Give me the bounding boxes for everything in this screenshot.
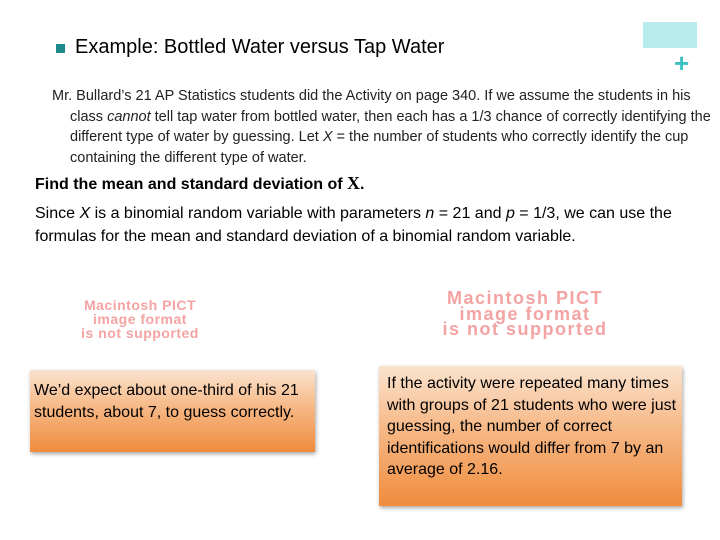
explanation-variable-x: X <box>79 205 91 222</box>
question-end: . <box>360 176 365 193</box>
explanation-text-4: = 1/3, we can use the formulas for the mean and standard deviation of a binomial random variable. <box>35 205 672 245</box>
placeholder-line: Macintosh PICT <box>446 288 603 308</box>
intro-text-3: = the number of students who correctly identify the cup containing the different type of water. <box>70 129 689 166</box>
image-placeholder-left <box>60 298 220 340</box>
intro-text-1: Mr. Bullard’s 21 AP Statistics students did the Activity on page 340. If we assume the students in his class <box>52 88 691 125</box>
question-text: Find the mean and standard deviation of <box>35 176 348 193</box>
slide-title-row <box>56 36 444 59</box>
explanation-variable-p: p <box>505 205 515 222</box>
question-heading <box>35 173 364 194</box>
question-variable: X <box>347 173 361 193</box>
image-placeholder-right <box>394 288 656 339</box>
explanation-variable-n: n <box>425 205 435 222</box>
callout-standard-deviation: If the activity were repeated many times with groups of 21 students who were just guessing, the number of correct identifications would differ from 7 by an average of 2.16. <box>379 366 682 506</box>
bullet-square-icon <box>56 44 65 53</box>
slide-title: Example: Bottled Water versus Tap Water <box>75 36 445 58</box>
placeholder-line: is not supported <box>81 325 199 341</box>
intro-emphasis: cannot <box>107 108 151 125</box>
explanation-text-3: = 21 and <box>434 205 506 222</box>
explanation-text-1: Since <box>35 205 80 222</box>
intro-text-2: tell tap water from bottled water, then each has a 1/3 chance of correctly identifying the different type of water by guessing. Let <box>70 108 711 145</box>
explanation-text-2: is a binomial random variable with parameters <box>90 205 426 222</box>
explanation-paragraph <box>35 202 715 248</box>
placeholder-line: image format <box>459 303 591 324</box>
corner-accent-box <box>643 22 697 48</box>
callout-mean: We’d expect about one-third of his 21 students, about 7, to guess correctly. <box>30 370 315 452</box>
placeholder-line: image format <box>93 311 187 327</box>
intro-variable: X <box>322 129 333 145</box>
plus-icon: + <box>674 48 690 78</box>
intro-paragraph <box>52 86 720 168</box>
placeholder-line: is not supported <box>442 319 608 339</box>
placeholder-line: Macintosh PICT <box>83 297 196 313</box>
